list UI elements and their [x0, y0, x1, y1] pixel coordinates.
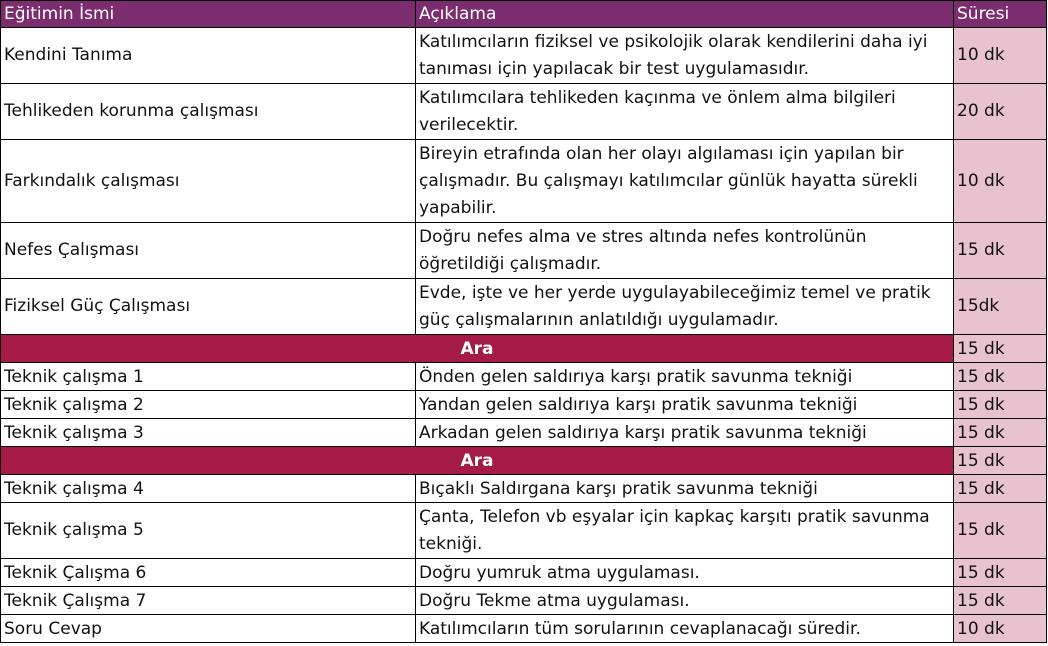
header-description: Açıklama: [416, 1, 954, 28]
table-row: [1, 503, 1047, 559]
training-duration: 15 dk: [954, 559, 1047, 587]
training-duration: 15 dk: [954, 503, 1047, 559]
training-duration: 10 dk: [954, 140, 1047, 223]
training-name: Farkındalık çalışması: [1, 140, 416, 223]
table-row: [1, 363, 1047, 391]
table-row: [1, 419, 1047, 447]
training-name: Kendini Tanıma: [1, 28, 416, 84]
table-row: [1, 279, 1047, 335]
training-description: Bıçaklı Saldırgana karşı pratik savunma tekniği: [416, 475, 954, 503]
training-name: Teknik Çalışma 7: [1, 587, 416, 615]
training-description: Önden gelen saldırıya karşı pratik savunma tekniği: [416, 363, 954, 391]
training-duration: 20 dk: [954, 84, 1047, 140]
training-name: Teknik çalışma 1: [1, 363, 416, 391]
training-duration: 15 dk: [954, 363, 1047, 391]
training-description: Bireyin etrafında olan her olayı algılaması için yapılan bir çalışmadır. Bu çalışmayı katılımcılar günlük hayatta sürekli yapabilir.: [416, 140, 954, 223]
header-name: Eğitimin İsmi: [1, 1, 416, 28]
table-row: [1, 559, 1047, 587]
table-row: [1, 140, 1047, 223]
table-row: [1, 391, 1047, 419]
training-description: Evde, işte ve her yerde uygulayabileceğimiz temel ve pratik güç çalışmalarının anlatıldığı uygulamadır.: [416, 279, 954, 335]
training-duration: 10 dk: [954, 615, 1047, 643]
training-name: Teknik Çalışma 6: [1, 559, 416, 587]
break-label: Ara: [1, 335, 954, 363]
training-duration: 15 dk: [954, 391, 1047, 419]
table-row: [1, 84, 1047, 140]
training-name: Tehlikeden korunma çalışması: [1, 84, 416, 140]
break-duration: 15 dk: [954, 447, 1047, 475]
training-description: Çanta, Telefon vb eşyalar için kapkaç karşıtı pratik savunma tekniği.: [416, 503, 954, 559]
break-row: [1, 447, 1047, 475]
table-row: [1, 475, 1047, 503]
training-duration: 15 dk: [954, 475, 1047, 503]
training-name: Soru Cevap: [1, 615, 416, 643]
table-row: [1, 615, 1047, 643]
training-description: Yandan gelen saldırıya karşı pratik savunma tekniği: [416, 391, 954, 419]
training-description: Katılımcıların tüm sorularının cevaplanacağı süredir.: [416, 615, 954, 643]
training-description: Arkadan gelen saldırıya karşı pratik savunma tekniği: [416, 419, 954, 447]
training-duration: 15 dk: [954, 419, 1047, 447]
break-duration: 15 dk: [954, 335, 1047, 363]
training-name: Fiziksel Güç Çalışması: [1, 279, 416, 335]
training-description: Doğru yumruk atma uygulaması.: [416, 559, 954, 587]
header-duration: Süresi: [954, 1, 1047, 28]
break-row: [1, 335, 1047, 363]
training-description: Doğru Tekme atma uygulaması.: [416, 587, 954, 615]
training-name: Teknik çalışma 3: [1, 419, 416, 447]
header-row: [1, 1, 1047, 28]
table-row: [1, 28, 1047, 84]
table-row: [1, 223, 1047, 279]
training-description: Katılımcılara tehlikeden kaçınma ve önlem alma bilgileri verilecektir.: [416, 84, 954, 140]
training-description: Katılımcıların fiziksel ve psikolojik olarak kendilerini daha iyi tanıması için yapılacak bir test uygulamasıdır.: [416, 28, 954, 84]
training-duration: 15 dk: [954, 587, 1047, 615]
training-name: Teknik çalışma 2: [1, 391, 416, 419]
training-duration: 15dk: [954, 279, 1047, 335]
table-header: [1, 1, 1047, 28]
table-body: [1, 28, 1047, 643]
break-label: Ara: [1, 447, 954, 475]
training-duration: 15 dk: [954, 223, 1047, 279]
training-name: Teknik çalışma 5: [1, 503, 416, 559]
training-duration: 10 dk: [954, 28, 1047, 84]
training-description: Doğru nefes alma ve stres altında nefes kontrolünün öğretildiği çalışmadır.: [416, 223, 954, 279]
table-row: [1, 587, 1047, 615]
training-name: Nefes Çalışması: [1, 223, 416, 279]
training-name: Teknik çalışma 4: [1, 475, 416, 503]
